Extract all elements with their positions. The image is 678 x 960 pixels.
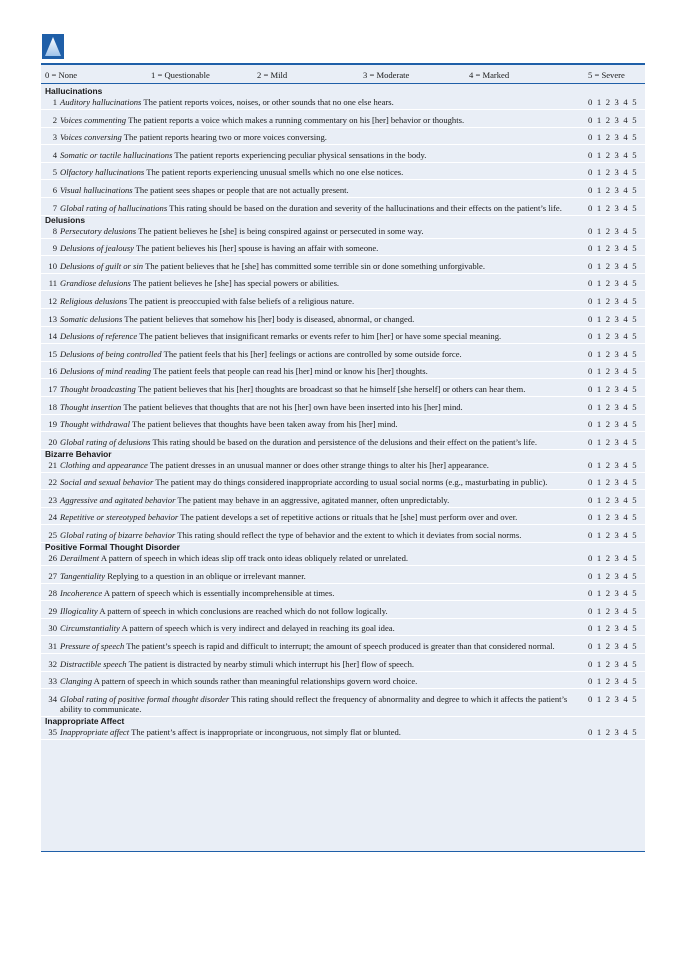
rating-item (41, 384, 645, 394)
score-options[interactable]: 0 1 2 3 4 5 (588, 313, 638, 324)
score-options[interactable]: 0 1 2 3 4 5 (588, 348, 638, 359)
rating-item (41, 571, 645, 581)
item-description (60, 460, 580, 470)
item-number: 25 (48, 530, 57, 541)
item-number: 15 (48, 348, 57, 359)
item-description (60, 314, 580, 324)
row-divider (41, 600, 645, 601)
item-term: Delusions of guilt or sin (60, 260, 144, 271)
item-number: 18 (48, 401, 57, 412)
item-text: The patient may behave in an aggressive, agitated manner, often unpredictably. (175, 494, 450, 505)
item-description (60, 243, 580, 253)
score-options[interactable]: 0 1 2 3 4 5 (588, 149, 638, 160)
item-description (60, 588, 580, 598)
score-options[interactable]: 0 1 2 3 4 5 (588, 97, 638, 107)
item-term: Aggressive and agitated behavior (60, 494, 176, 505)
item-text: The patient is distracted by nearby stimuli which interrupt his [her] flow of speech. (126, 658, 415, 669)
item-description (60, 384, 580, 394)
item-text: The patient believes that he [she] has committed some terrible sin or done something unforgivable. (143, 260, 486, 271)
item-number: 21 (48, 459, 57, 470)
item-term: Voices conversing (60, 132, 122, 143)
rating-scale-panel (41, 63, 645, 852)
score-options[interactable]: 0 1 2 3 4 5 (588, 459, 638, 470)
item-text: Replying to a question in an oblique or irrelevant manner. (105, 570, 306, 581)
score-options[interactable]: 0 1 2 3 4 5 (588, 278, 638, 289)
rating-item (41, 226, 645, 236)
rating-item (41, 278, 645, 288)
item-description (60, 553, 580, 563)
item-text: The patient develops a set of repetitive actions or rituals that he [she] must perform over and over. (178, 512, 518, 523)
item-text: The patient reports experiencing unusual smells which no one else notices. (144, 167, 404, 178)
rating-item (41, 553, 645, 563)
rating-item (41, 460, 645, 470)
item-term: Thought broadcasting (60, 383, 136, 394)
item-term: Delusions of reference (60, 331, 138, 342)
score-options[interactable]: 0 1 2 3 4 5 (588, 260, 638, 271)
item-text: A pattern of speech in which conclusions are reached which do not follow logically. (97, 605, 388, 616)
item-term: Clothing and appearance (60, 459, 148, 470)
item-text: The patient reports experiencing peculiar physical sensations in the body. (172, 149, 427, 160)
row-divider (41, 238, 645, 239)
item-text: The patient dresses in an unusual manner or does other strange things to alter his [her] appearance. (147, 459, 489, 470)
scale-questionable: 1 = Questionable (151, 70, 210, 80)
section-heading: Hallucinations (45, 86, 103, 96)
item-description (60, 132, 580, 142)
rating-items (41, 86, 645, 737)
score-options[interactable]: 0 1 2 3 4 5 (588, 623, 638, 634)
item-number: 10 (48, 260, 57, 271)
item-description (60, 331, 580, 341)
item-text: This rating should reflect the frequency of abnormality and degree to which it affects the patient’s ability to communicate. (60, 693, 568, 714)
score-options[interactable]: 0 1 2 3 4 5 (588, 676, 638, 687)
score-options[interactable]: 0 1 2 3 4 5 (588, 202, 638, 213)
publisher-logo-icon (42, 34, 64, 59)
rating-item (41, 132, 645, 142)
item-term: Delusions of mind reading (60, 366, 152, 377)
rating-item (41, 366, 645, 376)
item-number: 24 (48, 512, 57, 523)
rating-item (41, 676, 645, 686)
rating-item (41, 623, 645, 633)
rating-item (41, 314, 645, 324)
score-options[interactable]: 0 1 2 3 4 5 (588, 419, 638, 430)
item-term: Visual hallucinations (60, 184, 133, 195)
row-divider (41, 507, 645, 508)
item-term: Circumstantiality (60, 623, 120, 634)
row-divider (41, 414, 645, 415)
item-term: Auditory hallucinations (60, 97, 142, 107)
item-term: Global rating of positive formal thought disorder (60, 693, 230, 704)
item-description (60, 495, 580, 505)
item-term: Olfactory hallucinations (60, 167, 145, 178)
score-options[interactable]: 0 1 2 3 4 5 (588, 184, 638, 195)
item-number: 7 (52, 202, 57, 213)
row-divider (41, 618, 645, 619)
item-term: Thought withdrawal (60, 419, 130, 430)
score-options[interactable]: 0 1 2 3 4 5 (588, 553, 638, 564)
item-description (60, 659, 580, 669)
row-divider (41, 215, 645, 216)
item-number: 1 (52, 97, 57, 107)
item-description (60, 349, 580, 359)
item-term: Thought insertion (60, 401, 122, 412)
row-divider (41, 308, 645, 309)
score-options[interactable]: 0 1 2 3 4 5 (588, 366, 638, 377)
item-description (60, 402, 580, 412)
rating-item (41, 477, 645, 487)
item-term: Religious delusions (60, 295, 128, 306)
item-term: Pressure of speech (60, 641, 125, 652)
item-term: Global rating of bizarre behavior (60, 530, 176, 541)
item-term: Somatic or tactile hallucinations (60, 149, 173, 160)
section-heading: Positive Formal Thought Disorder (45, 542, 180, 553)
row-divider (41, 179, 645, 180)
row-divider (41, 197, 645, 198)
scale-mild: 2 = Mild (257, 70, 288, 80)
item-description (60, 623, 580, 633)
item-description (60, 676, 580, 686)
score-options[interactable]: 0 1 2 3 4 5 (588, 512, 638, 523)
item-text: A pattern of speech in which sounds rather than meaningful relationships govern word choice. (92, 676, 418, 687)
item-description (60, 261, 580, 271)
row-divider (41, 343, 645, 344)
row-divider (41, 653, 645, 654)
rating-item (41, 530, 645, 540)
row-divider (41, 671, 645, 672)
item-number: 33 (48, 676, 57, 687)
item-number: 17 (48, 383, 57, 394)
score-options[interactable]: 0 1 2 3 4 5 (588, 114, 638, 125)
row-divider (41, 635, 645, 636)
rating-item (41, 402, 645, 412)
score-options[interactable]: 0 1 2 3 4 5 (588, 658, 638, 669)
item-text: The patient reports hearing two or more voices conversing. (121, 132, 327, 143)
item-description (60, 530, 580, 540)
item-description (60, 727, 580, 737)
item-description (60, 203, 580, 213)
item-text: The patient believes his [her] spouse is having an affair with someone. (134, 243, 379, 254)
item-text: The patient reports voices, noises, or other sounds that no one else hears. (141, 97, 394, 107)
item-number: 19 (48, 419, 57, 430)
score-options[interactable]: 0 1 2 3 4 5 (588, 225, 638, 236)
item-number: 35 (48, 726, 57, 737)
row-divider (41, 396, 645, 397)
item-number: 23 (48, 494, 57, 505)
score-options[interactable]: 0 1 2 3 4 5 (588, 167, 638, 178)
item-text: The patient sees shapes or people that are not actually present. (132, 184, 349, 195)
item-description (60, 366, 580, 376)
item-text: The patient reports a voice which makes a running commentary on his [her] behavior or thoughts. (126, 114, 465, 125)
item-text: This rating should be based on the duration and severity of the hallucinations and their effects on the patient’s life. (167, 202, 562, 213)
item-description (60, 641, 580, 651)
score-options[interactable]: 0 1 2 3 4 5 (588, 331, 638, 342)
item-description (60, 150, 580, 160)
score-options[interactable]: 0 1 2 3 4 5 (588, 605, 638, 616)
score-options[interactable]: 0 1 2 3 4 5 (588, 436, 638, 447)
row-divider (41, 326, 645, 327)
item-text: The patient is preoccupied with false beliefs of a religious nature. (127, 295, 355, 306)
item-number: 9 (52, 243, 57, 254)
row-divider (41, 109, 645, 110)
rating-item (41, 606, 645, 616)
score-options[interactable]: 0 1 2 3 4 5 (588, 641, 638, 652)
rating-item (41, 349, 645, 359)
item-number: 29 (48, 605, 57, 616)
row-divider (41, 255, 645, 256)
item-description (60, 296, 580, 306)
item-text: The patient may do things considered inappropriate according to usual social norms (e.g., masturbating in public). (153, 477, 548, 488)
scale-legend (41, 70, 645, 83)
row-divider (41, 449, 645, 450)
score-options[interactable]: 0 1 2 3 4 5 (588, 570, 638, 581)
item-text: The patient feels that people can read his [her] mind or know his [her] thoughts. (151, 366, 428, 377)
item-number: 31 (48, 641, 57, 652)
item-term: Delusions of being controlled (60, 348, 162, 359)
item-text: The patient believes that thoughts have been taken away from his [her] mind. (129, 419, 398, 430)
rating-item (41, 419, 645, 429)
rating-item (41, 727, 645, 737)
item-number: 6 (52, 184, 57, 195)
item-text: A pattern of speech which is very indirect and delayed in reaching its goal idea. (119, 623, 395, 634)
row-divider (41, 127, 645, 128)
item-term: Somatic delusions (60, 313, 123, 324)
item-term: Persecutory delusions (60, 225, 137, 236)
row-divider (41, 524, 645, 525)
score-options[interactable]: 0 1 2 3 4 5 (588, 243, 638, 254)
section-heading: Inappropriate Affect (45, 715, 125, 726)
item-number: 5 (52, 167, 57, 178)
scale-moderate: 3 = Moderate (363, 70, 410, 80)
item-term: Global rating of delusions (60, 436, 151, 447)
item-number: 27 (48, 570, 57, 581)
item-description (60, 694, 580, 714)
rating-item (41, 150, 645, 160)
item-description (60, 419, 580, 429)
item-term: Clanging (60, 676, 92, 687)
item-text: The patient feels that his [her] feelings or actions are controlled by some outside force. (161, 348, 462, 359)
item-number: 4 (52, 149, 57, 160)
rating-item (41, 437, 645, 447)
item-term: Distractible speech (60, 658, 127, 669)
item-number: 13 (48, 313, 57, 324)
item-term: Delusions of jealousy (60, 243, 134, 254)
rating-item (41, 588, 645, 598)
item-number: 14 (48, 331, 57, 342)
item-text: The patient believes that thoughts that are not his [her] own have been inserted into his [her] mind. (121, 401, 463, 412)
item-term: Grandiose delusions (60, 278, 131, 289)
item-number: 20 (48, 436, 57, 447)
item-text: The patient’s affect is inappropriate or incongruous, not simply flat or blunted. (129, 726, 401, 737)
rating-item (41, 512, 645, 522)
scale-none: 0 = None (45, 70, 78, 80)
item-term: Voices commenting (60, 114, 127, 125)
item-description (60, 606, 580, 616)
item-description (60, 226, 580, 236)
item-description (60, 97, 580, 107)
row-divider (41, 716, 645, 717)
row-divider (41, 542, 645, 543)
item-text: The patient believes that his [her] thoughts are broadcast so that he himself [she herself] or others can hear them. (135, 383, 526, 394)
row-divider (41, 688, 645, 689)
row-divider (41, 489, 645, 490)
item-number: 2 (52, 114, 57, 125)
rating-item (41, 97, 645, 107)
item-number: 28 (48, 588, 57, 599)
row-divider (41, 162, 645, 163)
score-options[interactable]: 0 1 2 3 4 5 (588, 530, 638, 541)
item-term: Tangentiality (60, 570, 106, 581)
item-text: The patient believes he [she] is being conspired against or persecuted in some way. (136, 225, 424, 236)
divider (41, 83, 645, 84)
row-divider (41, 378, 645, 379)
scale-severe: 5 = Severe (588, 70, 625, 80)
item-text: The patient’s speech is rapid and difficult to interrupt; the amount of speech produced is greater than that considered normal. (124, 641, 555, 652)
score-options[interactable]: 0 1 2 3 4 5 (588, 726, 638, 737)
item-term: Repetitive or stereotyped behavior (60, 512, 179, 523)
rating-item (41, 167, 645, 177)
rating-item (41, 261, 645, 271)
item-number: 34 (48, 693, 57, 704)
row-divider (41, 583, 645, 584)
item-number: 30 (48, 623, 57, 634)
row-divider (41, 361, 645, 362)
row-divider (41, 739, 645, 740)
row-divider (41, 144, 645, 145)
item-text: A pattern of speech which is essentially incomprehensible at times. (102, 588, 335, 599)
score-options[interactable]: 0 1 2 3 4 5 (588, 383, 638, 394)
item-number: 22 (48, 477, 57, 488)
item-description (60, 115, 580, 125)
rating-item (41, 659, 645, 669)
item-number: 26 (48, 553, 57, 564)
item-description (60, 278, 580, 288)
item-text: This rating should be based on the duration and persistence of the delusions and their effect on the patient’s life. (150, 436, 538, 447)
row-divider (41, 472, 645, 473)
rating-item (41, 495, 645, 505)
score-options[interactable]: 0 1 2 3 4 5 (588, 588, 638, 599)
rating-item (41, 203, 645, 213)
item-description (60, 477, 580, 487)
item-text: The patient believes he [she] has special powers or abilities. (130, 278, 340, 289)
rating-item (41, 641, 645, 651)
item-number: 12 (48, 295, 57, 306)
row-divider (41, 290, 645, 291)
scale-marked: 4 = Marked (469, 70, 510, 80)
item-description (60, 571, 580, 581)
score-options[interactable]: 0 1 2 3 4 5 (588, 401, 638, 412)
rating-item (41, 331, 645, 341)
rating-item (41, 243, 645, 253)
rating-item (41, 694, 645, 714)
score-options[interactable]: 0 1 2 3 4 5 (588, 477, 638, 488)
item-number: 3 (52, 132, 57, 143)
score-options[interactable]: 0 1 2 3 4 5 (588, 295, 638, 306)
item-text: A pattern of speech in which ideas slip off track onto ideas obliquely related or unrelated. (99, 553, 409, 564)
score-options[interactable]: 0 1 2 3 4 5 (588, 132, 638, 143)
item-term: Inappropriate affect (60, 726, 130, 737)
row-divider (41, 273, 645, 274)
item-term: Derailment (60, 553, 100, 564)
item-text: The patient believes that insignificant remarks or events refer to him [her] or have some special meaning. (137, 331, 502, 342)
item-number: 8 (52, 225, 57, 236)
item-term: Illogicality (60, 605, 98, 616)
item-term: Incoherence (60, 588, 103, 599)
score-options[interactable]: 0 1 2 3 4 5 (588, 494, 638, 505)
item-term: Social and sexual behavior (60, 477, 154, 488)
item-term: Global rating of hallucinations (60, 202, 168, 213)
row-divider (41, 565, 645, 566)
section-heading: Bizarre Behavior (45, 448, 112, 459)
item-number: 32 (48, 658, 57, 669)
row-divider (41, 431, 645, 432)
item-description (60, 437, 580, 447)
item-number: 11 (48, 278, 57, 289)
item-description (60, 185, 580, 195)
rating-item (41, 296, 645, 306)
rating-item (41, 115, 645, 125)
section-heading: Delusions (45, 214, 86, 225)
item-number: 16 (48, 366, 57, 377)
item-description (60, 167, 580, 177)
item-text: The patient believes that somehow his [her] body is diseased, abnormal, or changed. (122, 313, 415, 324)
item-description (60, 512, 580, 522)
score-options[interactable]: 0 1 2 3 4 5 (588, 693, 638, 704)
item-text: This rating should reflect the type of behavior and the extent to which it deviates from social norms. (175, 530, 522, 541)
rating-item (41, 185, 645, 195)
